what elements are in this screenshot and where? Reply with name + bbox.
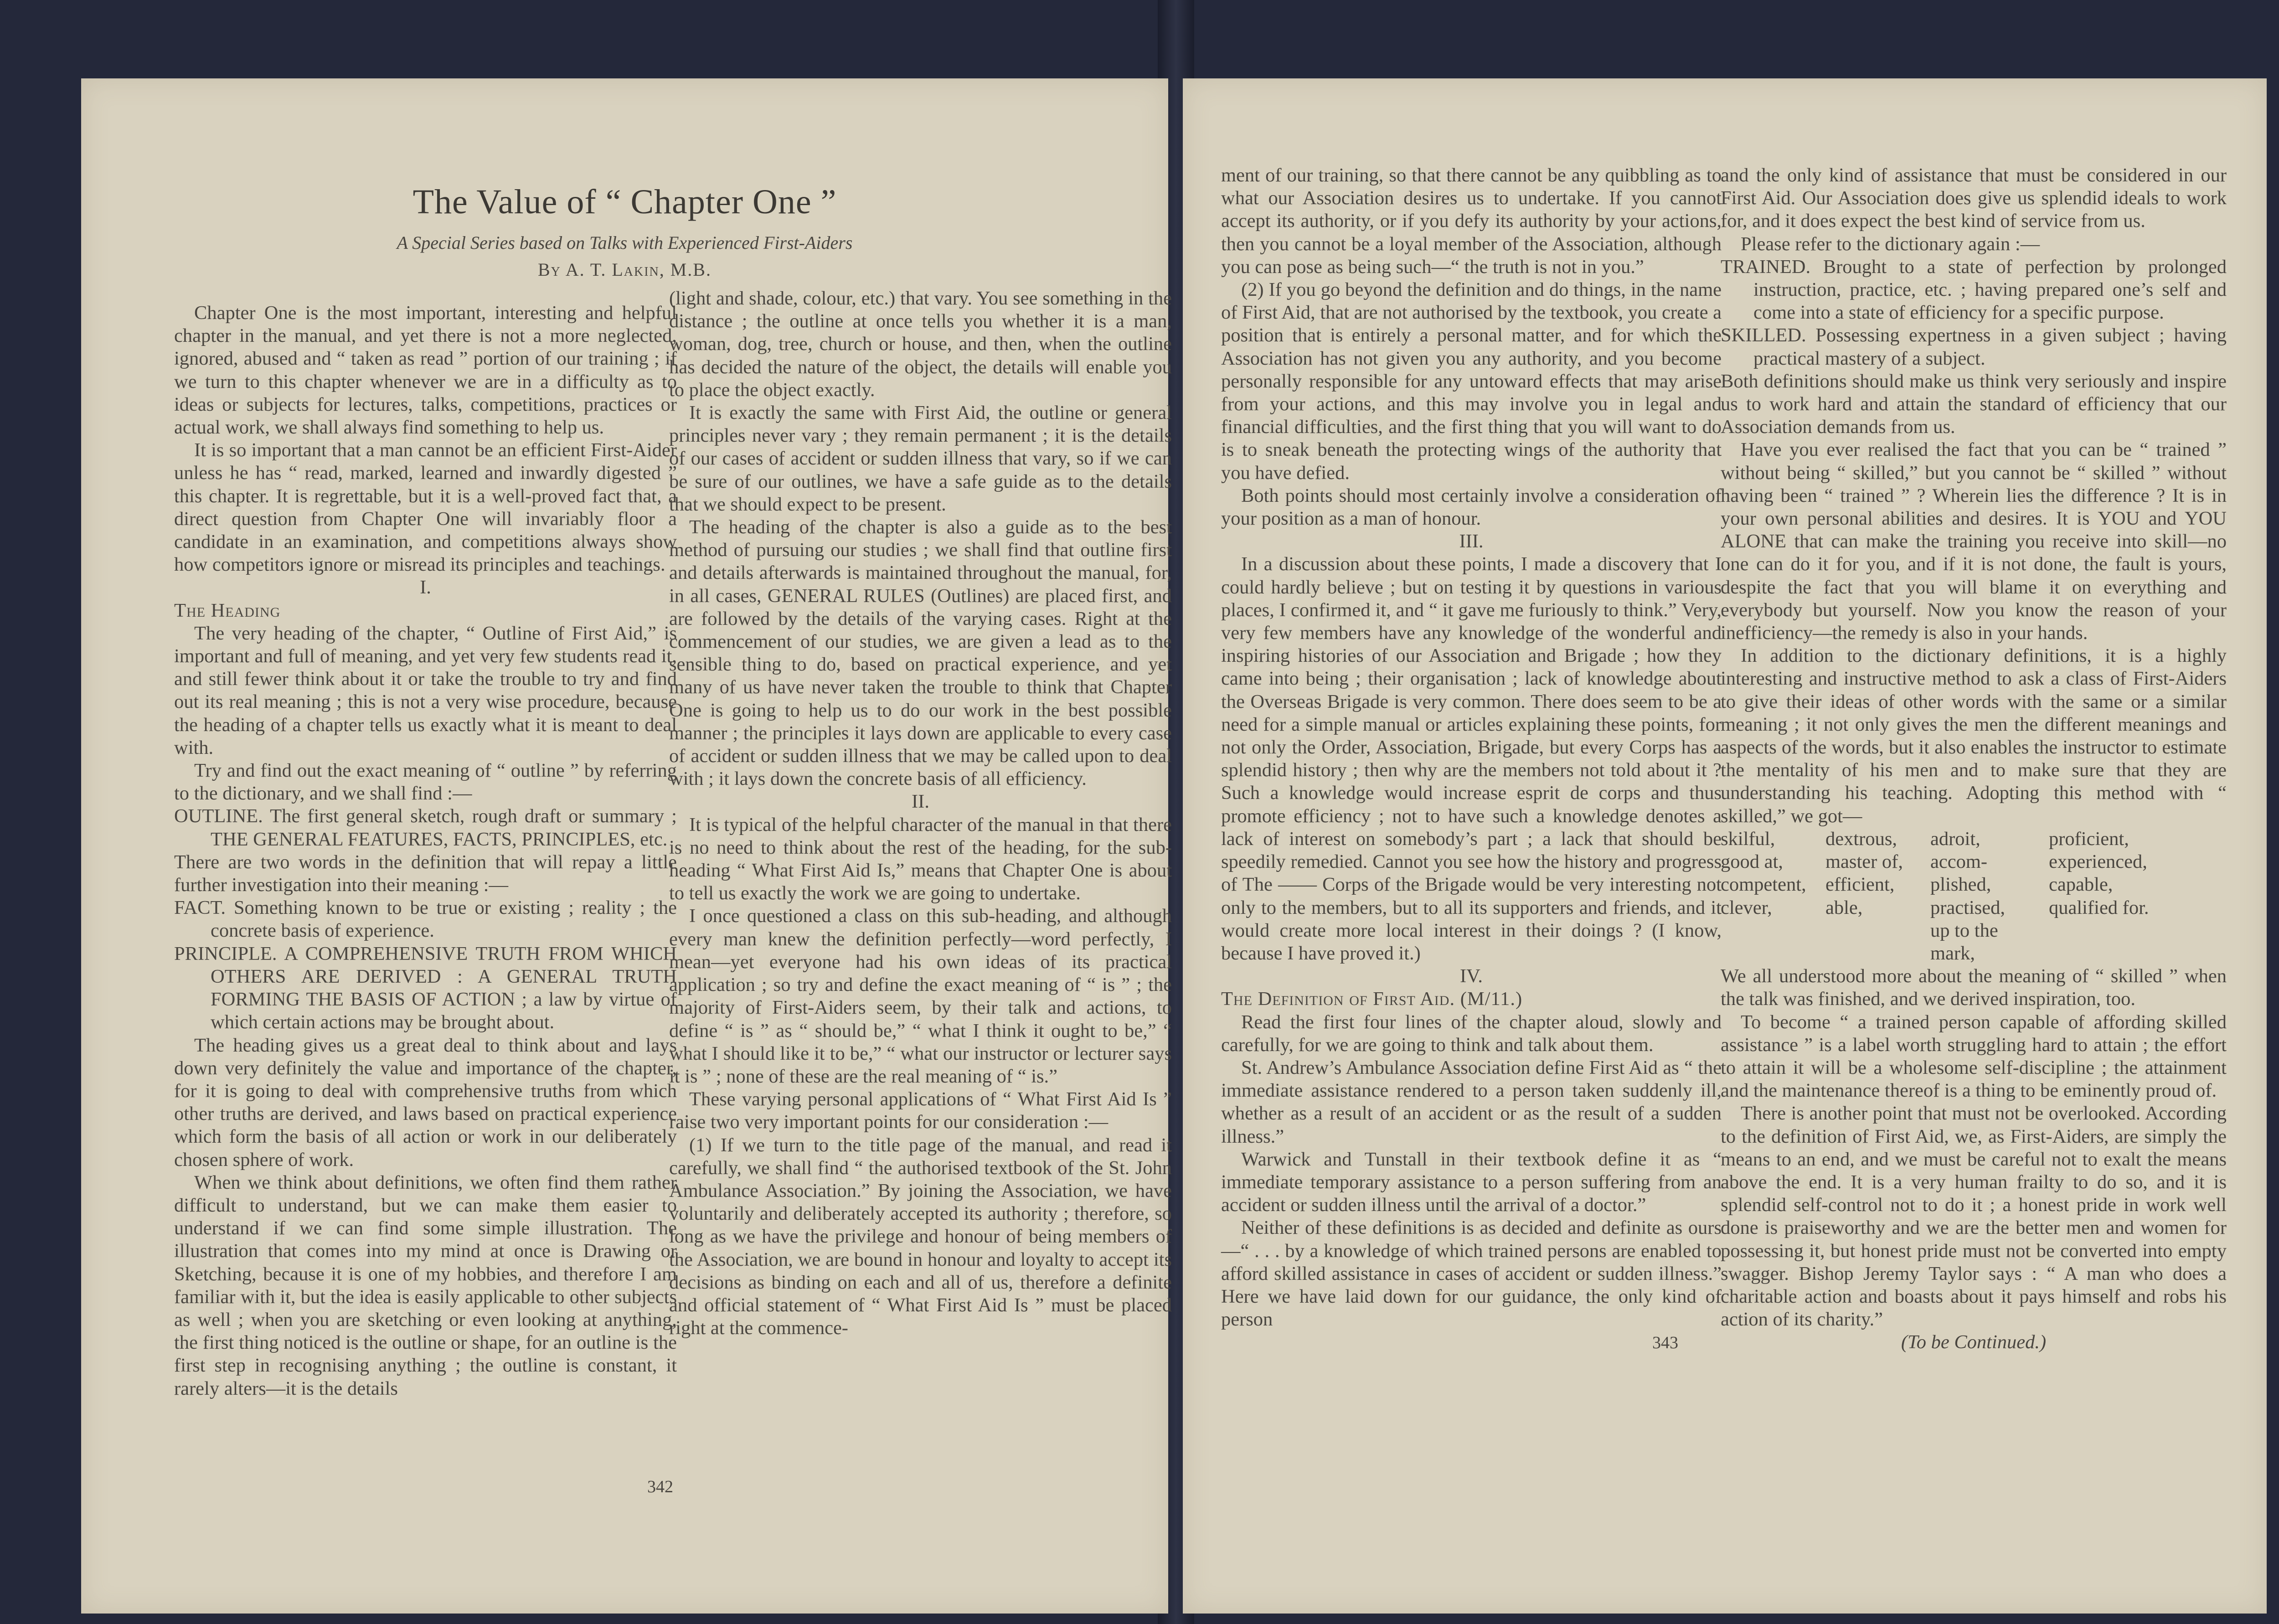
paragraph: The heading of the chapter is also a guide as to the best method of pursuing our studies ; we shall find that outline first and details afterwards is maintained throughout the manual, for, in all cases, GENERAL RULES (Outlines) are placed first, and are followed by the details of the varying cases. Right at the commencement of our studies, we are given a lead as to the sensible thing to do, based on practical experience, and yet many of us have never taken the trouble to think that Chapter One is going to help us to do our work in the best possible manner ; the principles it lays down are applicable to every case of accident or sudden illness that we may be called upon to deal with ; it lays down the concrete basis of all efficiency.: [669, 516, 1172, 790]
paragraph: Neither of these definitions is as decided and definite as ours—“ . . . by a knowledge of which trained persons are enabled to afford skilled assistance in cases of accident or sudden illness.” Here we have laid down for our guidance, the only kind of person: [1221, 1217, 1722, 1330]
synonym-word: able,: [1825, 897, 1863, 918]
synonym-list: [1721, 828, 2227, 965]
synonym-word: [1721, 942, 1825, 965]
synonym-word: [1825, 942, 1930, 965]
synonym-word: qualified for.: [2049, 897, 2149, 918]
column-2: [669, 287, 1172, 1340]
synonym-word: [2049, 942, 2167, 965]
synonym-word: plished,: [1930, 874, 1991, 896]
section-number: IV.: [1460, 965, 1483, 987]
column-3: [1221, 164, 1722, 1331]
paragraph: In a discussion about these points, I made a discovery that I could hardly believe ; but on testing it by questions in various places, I confirmed it, and “ it gave me furiously to think.” Very, very few members have any knowledge of the wonderful and inspiring histories of our Association and Brigade ; how they came into being ; their organisation ; lack of knowledge about the Overseas Brigade is very common. There does seem to be a need for a simple manual or articles explaining these points, for not only the Order, Association, Brigade, but every Corps has a splendid history ; then why are the members not told about it ? Such a knowledge would increase esprit de corps and thus promote efficiency ; not to have such a knowledge denotes a lack of interest on somebody’s part ; a lack that should be speedily remedied. Cannot you see how the history and progress of The —— Corps of the Brigade would be very interesting not only to the members, but to all its supporters and friends, and it would create more local interest in their doings ? (I know, because I have proved it.): [1221, 553, 1722, 964]
paragraph: Have you ever realised the fact that you can be “ trained ” without being “ skilled,” but you cannot be “ skilled ” without having been “ trained ” ? Wherein lies the difference ? It is in your own personal abilities and desires. It is YOU and YOU ALONE that can make the training you receive into skill—no one can do it for you, and if it is not done, the fault is yours, despite the fact that you will blame it on everything and everybody but yourself. Now you know the reason of your inefficiency—the remedy is also in your hands.: [1721, 439, 2227, 644]
column-4: [1721, 164, 2227, 1354]
synonym-word: efficient,: [1825, 874, 1895, 896]
paragraph: These varying personal applications of “ What First Aid Is ” raise two very important points for our consideration :—: [669, 1088, 1172, 1133]
paragraph: It is typical of the helpful character of the manual in that there is no need to think about the rest of the heading, for the sub-heading “ What First Aid Is,” means that Chapter One is about to tell us exactly the work we are going to undertake.: [669, 814, 1172, 904]
paragraph: We all understood more about the meaning of “ skilled ” when the talk was finished, and we derived inspiration, too.: [1721, 965, 2227, 1010]
paragraph: There is another point that must not be overlooked. According to the definition of First Aid, we, as First-Aiders, are simply the means to an end, and we must be careful not to exalt the means above the end. It is a very human frailty to do so, and it is splendid self-control not to do it ; a honest pride in work well done is praiseworthy and we are the better men and women for possessing it, but honest pride must not be converted into empty swagger. Bishop Jeremy Taylor says : “ A man who does a charitable action and boasts about it pays himself and robs his action of its charity.”: [1721, 1103, 2227, 1330]
definition-skilled: SKILLED. Possessing expertness in a given subject ; having practical mastery of a subject.: [1721, 325, 2227, 369]
section-heading: The Heading: [174, 599, 281, 621]
paragraph: (1) If we turn to the title page of the manual, and read it carefully, we shall find “ the authorised textbook of the St. John Ambulance Association.” By joining the Association, we have voluntarily and deliberately accepted its authority ; therefore, so long as we have the privilege and honour of being members of the Association, we are bound in honour and loyalty to accept its decisions as binding on each and all of us, therefore a definite and official statement of “ What First Aid Is ” must be placed right at the commence-: [669, 1134, 1172, 1339]
synonym-word: accom-: [1930, 851, 1988, 873]
page-number-left: 342: [647, 1477, 673, 1496]
paragraph: I once questioned a class on this sub-heading, and although every man knew the definition perfectly—word perfectly, I mean—yet everyone had his own ideas of its practical application ; so try and define the exact meaning of “ is ” ; the majority of First-Aiders seem, by their talk and actions, to define “ is ” as “ should be,” “ what I think it ought to be,” “ what I should like it to be,” “ what our instructor or lecturer says it is ” ; none of these are the real meaning of “ is.”: [669, 905, 1172, 1087]
definition-outline: OUTLINE. The first general sketch, rough draft or summary ; THE GENERAL FEATURES, FACTS, PRINCIPLES, etc.: [174, 805, 677, 850]
section-number: III.: [1459, 531, 1484, 552]
paragraph: It is so important that a man cannot be an efficient First-Aider unless he has “ read, marked, learned and inwardly digested ” this chapter. It is regrettable, but it is a well-proved fact that, a direct question from Chapter One will invariably floor a candidate in an examination, and competitions always show how competitors ignore or misread its principles and teachings.: [174, 439, 677, 576]
paragraph: ment of our training, so that there cannot be any quibbling as to what our Association desires us to undertake. If you cannot accept its authority, or if you defy its authority by your actions, then you cannot be a loyal member of the Association, although you can pose as being such—“ the truth is not in you.”: [1221, 165, 1722, 278]
paragraph: To become “ a trained person capable of affording skilled assistance ” is a label worth struggling hard to attain ; the effort to attain it will be a wholesome self-discipline ; the attainment and the maintenance thereof is a thing to be eminently proud of.: [1721, 1011, 2227, 1102]
synonym-word: mark,: [1930, 942, 1975, 964]
paragraph: Read the first four lines of the chapter aloud, slowly and carefully, for we are going to think and talk about them.: [1221, 1011, 1722, 1056]
article-subtitle: A Special Series based on Talks with Experienced First-Aiders: [397, 232, 853, 253]
synonym-word: skilful,: [1721, 828, 1775, 850]
section-number: II.: [912, 791, 929, 813]
synonym-word: dextrous,: [1825, 828, 1897, 850]
synonym-word: good at,: [1721, 851, 1783, 873]
paragraph: When we think about definitions, we often find them rather difficult to understand, but we can make them easier to understand if we can find some simple illustration. The illustration that comes into my mind at once is Drawing or Sketching, because it is one of my hobbies, and therefore I am familiar with it, but the idea is easily applicable to other subjects as well ; when you are sketching or even looking at anything, the first thing noticed is the outline or shape, for an outline is the first step in recognising anything ; the outline is constant, it rarely alters—it is the details: [174, 1171, 677, 1399]
definition-fact: FACT. Something known to be true or existing ; reality ; the concrete basis of experience.: [174, 897, 677, 942]
right-page: [1183, 78, 2267, 1614]
paragraph: (2) If you go beyond the definition and do things, in the name of First Aid, that are not authorised by the textbook, you create a position that is entirely a personal matter, and for which the Association has not given you any authority, and you become personally responsible for any untoward effects that may arise from your actions, and this may involve you in legal and financial difficulties, and the first thing that you will want to do is to sneak beneath the protecting wings of the authority that you have defied.: [1221, 279, 1722, 484]
paragraph: Both definitions should make us think very seriously and inspire us to work hard and attain the standard of efficiency that our Association demands from us.: [1721, 370, 2227, 438]
synonym-word: [2049, 919, 2167, 942]
paragraph: Try and find out the exact meaning of “ outline ” by referring to the dictionary, and we shall find :—: [174, 760, 677, 804]
definition-trained: TRAINED. Brought to a state of perfection by prolonged instruction, practice, etc. ; having prepared one’s self and come into a state of efficiency for a specific purpose.: [1721, 256, 2227, 324]
synonym-word: practised,: [1930, 897, 2006, 918]
paragraph: and the only kind of assistance that must be considered in our First Aid. Our Association does give us splendid ideals to work for, and it does expect the best kind of service from us.: [1721, 165, 2227, 232]
synonym-word: capable,: [2049, 874, 2113, 896]
page-number-right: 343: [1652, 1333, 1678, 1352]
paragraph: Chapter One is the most important, interesting and helpful chapter in the manual, and yet there is not a more neglected, ignored, abused and “ taken as read ” portion of our training ; if we turn to this chapter whenever we are in a difficulty as to ideas or subjects for lectures, talks, competitions, practices or actual work, we shall always find something to help us.: [174, 302, 677, 438]
left-page: [81, 78, 1172, 1614]
paragraph: The heading gives us a great deal to think about and lays down very definitely the value and importance of the chapter, for it is going to deal with comprehensive truths from which other truths are derived, and laws based on practical experience which form the basis of all action or work in our deliberately chosen sphere of work.: [174, 1034, 677, 1170]
section-number: I.: [420, 577, 431, 598]
paragraph: (light and shade, colour, etc.) that vary. You see something in the distance ; the outline at once tells you whether it is a man, woman, dog, tree, church or house, and then, when the outline has decided the nature of the object, the details will enable you to place the object exactly.: [669, 288, 1172, 401]
definition-principle: PRINCIPLE. A COMPREHENSIVE TRUTH FROM WHICH OTHERS ARE DERIVED : A GENERAL TRUTH FORMING THE BASIS OF ACTION ; a law by virtue of which certain actions may be brought about.: [174, 943, 677, 1033]
paragraph: It is exactly the same with First Aid, the outline or general principles never vary ; they remain permanent ; it is the details of our cases of accident or sudden illness that vary, so if we can be sure of our outlines, we have a safe guide as to the details that we should expect to be present.: [669, 402, 1172, 515]
paragraph: Both points should most certainly involve a consideration of your position as a man of honour.: [1221, 485, 1722, 530]
synonym-word: experienced,: [2049, 851, 2147, 873]
synonym-word: adroit,: [1930, 828, 1980, 850]
article-title: The Value of “ Chapter One ”: [412, 183, 837, 221]
synonym-word: [1721, 919, 1825, 942]
paragraph: Please refer to the dictionary again :—: [1741, 233, 2040, 255]
synonym-word: clever,: [1721, 897, 1772, 918]
section-heading: The Definition of First Aid. (M/11.): [1221, 988, 1523, 1010]
column-1: [174, 302, 677, 1400]
synonym-word: master of,: [1825, 851, 1903, 873]
synonym-word: [1825, 919, 1930, 942]
paragraph: In addition to the dictionary definitions, it is a highly interesting and instructive method to ask a class of First-Aiders to give their ideas of other words with the same or a similar meaning ; it not only gives the men the different meanings and aspects of the words, but it also enables the instructor to estimate the mentality of his men and to make sure that they are understanding his teaching. Adopting this method with “ skilled,” we got—: [1721, 645, 2227, 827]
article-header: [81, 182, 1168, 280]
to-be-continued: (To be Continued.): [1901, 1331, 2047, 1353]
synonym-word: competent,: [1721, 874, 1806, 896]
synonym-word: up to the: [1930, 919, 1998, 941]
paragraph: St. Andrew’s Ambulance Association define First Aid as “ the immediate assistance rendered to a person taken suddenly ill, whether as a result of an accident or as the result of a sudden illness.”: [1221, 1057, 1722, 1147]
paragraph: The very heading of the chapter, “ Outline of First Aid,” is important and full of meaning, and yet very few students read it, and still fewer think about it or take the trouble to try and find out its real meaning ; this is not a very wise procedure, because the heading of a chapter tells us exactly what it is meant to deal with.: [174, 622, 677, 758]
article-byline: By A. T. Lakin, M.B.: [538, 259, 712, 280]
paragraph: Warwick and Tunstall in their textbook define it as “ immediate temporary assistance to a person suffering from an accident or sudden illness until the arrival of a doctor.”: [1221, 1148, 1722, 1216]
synonym-word: proficient,: [2049, 828, 2129, 850]
paragraph: There are two words in the definition that will repay a little further investigation into their meaning :—: [174, 851, 677, 896]
